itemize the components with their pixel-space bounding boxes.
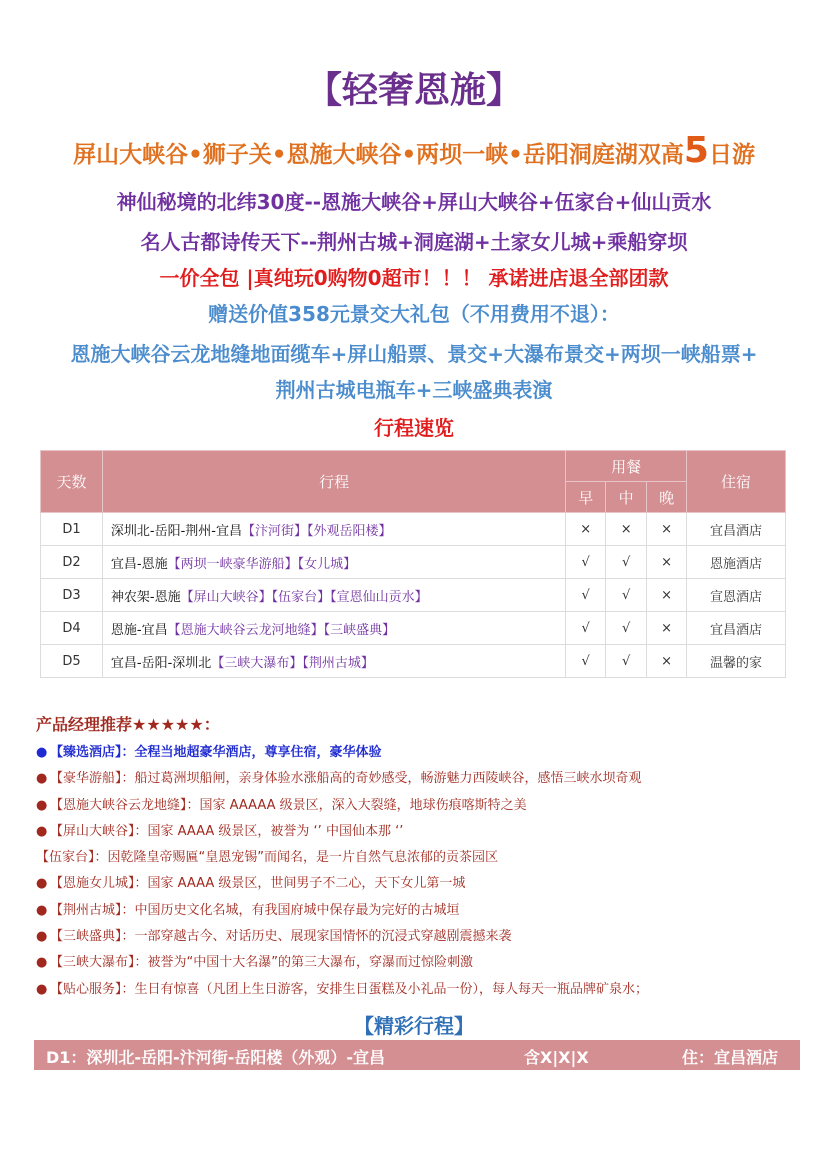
cell-hotel: 温馨的家 — [687, 645, 786, 678]
table-row — [41, 513, 786, 546]
day1-hotel: 住：宜昌酒店 — [682, 1048, 779, 1067]
header-breakfast: 早 — [566, 482, 606, 513]
bullet-icon: ● — [36, 771, 48, 787]
cell-day: D3 — [41, 579, 103, 612]
cell-dinner: × — [647, 612, 687, 645]
list-item: ● 【屏山大峡谷】：国家 AAAA 级景区，被誉为 ‘’ 中国仙本那 ‘’ — [36, 819, 806, 845]
cell-hotel: 宣恩酒店 — [687, 579, 786, 612]
cell-day: D1 — [41, 513, 103, 546]
cell-hotel: 恩施酒店 — [687, 546, 786, 579]
header-meals: 用餐 — [566, 451, 687, 482]
bullet-icon: ● — [36, 745, 48, 760]
header-day: 天数 — [41, 451, 103, 513]
bullet-icon: ● — [36, 823, 48, 839]
highlight-line-1: 神仙秘境的北纬30度--恩施大峡谷+屏山大峡谷+伍家台+仙山贡水 — [116, 190, 712, 214]
cell-breakfast: √ — [566, 546, 606, 579]
bullet-icon: ● — [36, 929, 48, 945]
header-lunch: 中 — [606, 482, 647, 513]
tour-subtitle-days: 5 — [683, 130, 709, 171]
cell-route: 深圳北-岳阳-荆州-宜昌【汴河街】【外观岳阳楼】 — [102, 513, 565, 546]
cell-lunch: √ — [606, 546, 647, 579]
gift-title: 赠送价值358元景交大礼包（不用费用不退）： — [208, 302, 620, 326]
cell-hotel: 宜昌酒店 — [687, 612, 786, 645]
page-title: 【轻奢恩施】 — [305, 70, 522, 111]
cell-breakfast: × — [566, 513, 606, 546]
cell-lunch: √ — [606, 579, 647, 612]
table-row — [41, 546, 786, 579]
bullet-icon: ● — [36, 955, 48, 971]
day1-route: D1：深圳北-岳阳-汴河街-岳阳楼（外观）-宜昌 — [46, 1048, 385, 1067]
cell-dinner: × — [647, 645, 687, 678]
cell-dinner: × — [647, 546, 687, 579]
cell-lunch: × — [606, 513, 647, 546]
list-item: ● 【荆州古城】：中国历史文化名城，有我国府城中保存最为完好的古城垣 — [36, 898, 806, 924]
cell-route: 恩施-宜昌【恩施大峡谷云龙河地缝】【三峡盛典】 — [102, 612, 565, 645]
list-item: ● 【恩施女儿城】：国家 AAAA 级景区，世间男子不二心，天下女儿第一城 — [36, 871, 806, 897]
cell-day: D2 — [41, 546, 103, 579]
itinerary-title: 【精彩行程】 — [354, 1014, 474, 1038]
tour-subtitle-end: 日游 — [708, 142, 755, 168]
list-item: ● 【三峡大瀑布】：被誉为“中国十大名瀑”的第三大瀑布，穿瀑而过惊险刺激 — [36, 950, 806, 976]
cell-route: 神农架-恩施【屏山大峡谷】【伍家台】【宣恩仙山贡水】 — [102, 579, 565, 612]
cell-dinner: × — [647, 513, 687, 546]
list-item: ● 【臻选酒店】：全程当地超豪华酒店，尊享住宿，豪华体验 — [36, 740, 806, 766]
recommend-list — [36, 740, 806, 1003]
cell-route: 宜昌-恩施【两坝一峡豪华游船】【女儿城】 — [102, 546, 565, 579]
cell-hotel: 宜昌酒店 — [687, 513, 786, 546]
list-item: ● 【贴心服务】：生日有惊喜（凡团上生日游客，安排生日蛋糕及小礼品一份），每人每天一瓶品牌矿泉水； — [36, 977, 806, 1003]
recommend-title: 产品经理推荐★★★★★： — [36, 715, 220, 734]
table-row — [41, 645, 786, 678]
bullet-icon: ● — [36, 902, 48, 918]
gift-line-1: 恩施大峡谷云龙地缝地面缆车+屏山船票、景交+大瀑布景交+两坝一峡船票+ — [70, 342, 758, 366]
cell-breakfast: √ — [566, 579, 606, 612]
list-item: 【伍家台】：因乾隆皇帝赐匾“皇恩宠锡”而闻名，是一片自然气息浓郁的贡茶园区 — [36, 850, 498, 866]
list-item: ● 【三峡盛典】：一部穿越古今、对话历史、展现家国情怀的沉浸式穿越剧震撼来袭 — [36, 924, 806, 950]
cell-day: D4 — [41, 612, 103, 645]
header-dinner: 晚 — [647, 482, 687, 513]
table-row — [41, 579, 786, 612]
itinerary-overview-table — [40, 450, 786, 678]
day1-meals: 含X|X|X — [524, 1048, 589, 1067]
header-hotel: 住宿 — [687, 451, 786, 513]
header-route: 行程 — [102, 451, 565, 513]
bullet-icon: ● — [36, 876, 48, 892]
tour-subtitle-route: 屏山大峡谷•狮子关•恩施大峡谷•两坝一峡•岳阳洞庭湖双高 — [73, 142, 684, 168]
bullet-icon: ● — [36, 797, 48, 813]
promise-line: 一价全包 |真纯玩0购物0超市！！！ 承诺进店退全部团款 — [159, 266, 669, 290]
tour-subtitle — [0, 130, 828, 171]
cell-route: 宜昌-岳阳-深圳北【三峡大瀑布】【荆州古城】 — [102, 645, 565, 678]
cell-lunch: √ — [606, 645, 647, 678]
gift-line-2: 荆州古城电瓶车+三峡盛典表演 — [275, 378, 553, 402]
list-item: ● 【恩施大峡谷云龙地缝】：国家 AAAAA 级景区，深入大裂缝，地球伤痕喀斯特之美 — [36, 793, 806, 819]
day1-header-bar — [34, 1040, 800, 1070]
cell-dinner: × — [647, 579, 687, 612]
cell-lunch: √ — [606, 612, 647, 645]
highlight-line-2: 名人古都诗传天下--荆州古城+洞庭湖+土家女儿城+乘船穿坝 — [140, 230, 688, 254]
cell-breakfast: √ — [566, 645, 606, 678]
overview-title: 行程速览 — [374, 416, 454, 440]
cell-day: D5 — [41, 645, 103, 678]
cell-breakfast: √ — [566, 612, 606, 645]
table-row — [41, 612, 786, 645]
bullet-icon: ● — [36, 981, 48, 997]
list-item: ● 【豪华游船】：船过葛洲坝船闸，亲身体验水涨船高的奇妙感受，畅游魅力西陵峡谷，感悟三峡水坝奇观 — [36, 766, 806, 792]
